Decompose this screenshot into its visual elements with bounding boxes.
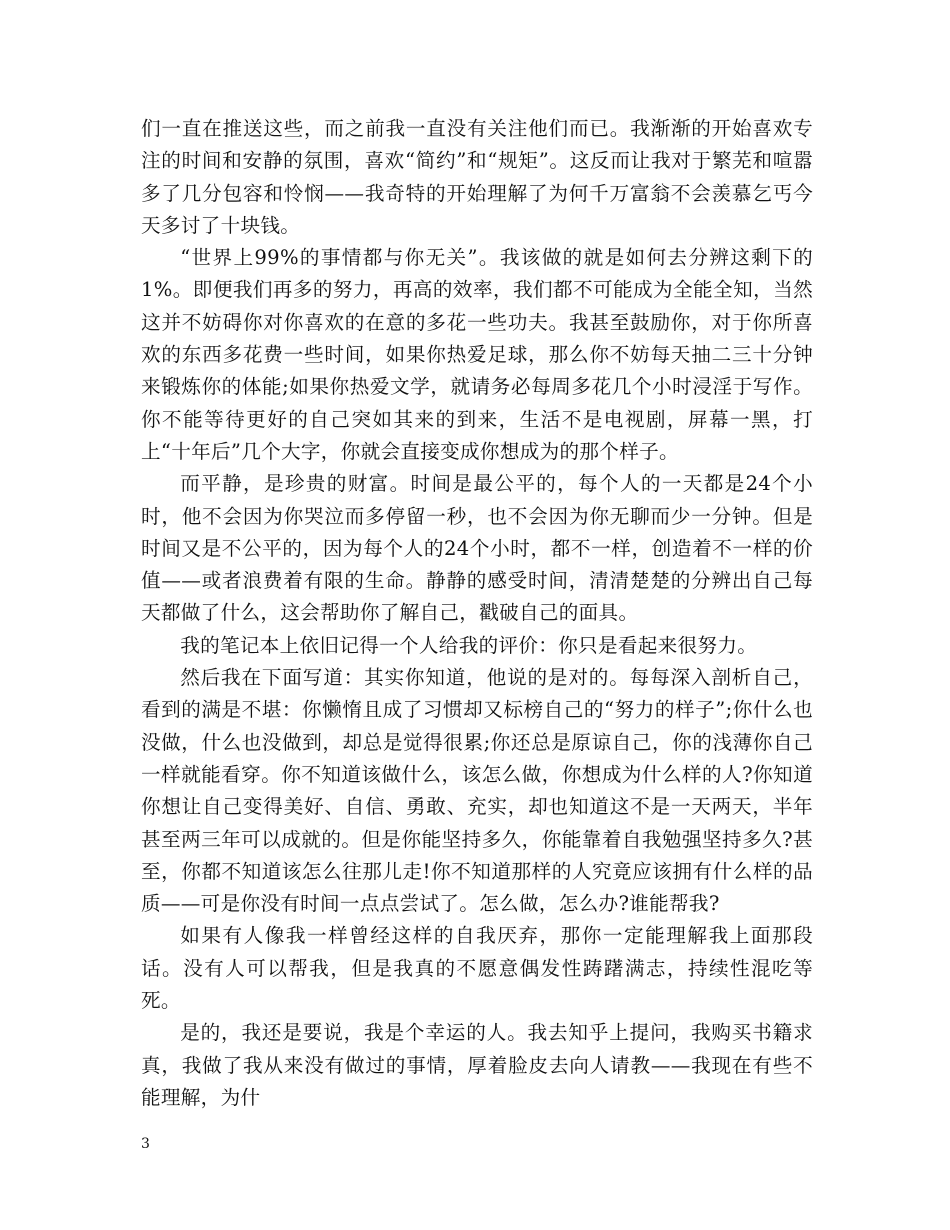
paragraph-7: 是的，我还是要说，我是个幸运的人。我去知乎上提问，我购买书籍求真，我做了我从来没有做过的事情，厚着脸皮去向人请教——我现在有些不能理解，为什 — [141, 1021, 813, 1109]
paragraph-6: 如果有人像我一样曾经这样的自我厌弃，那你一定能理解我上面那段话。没有人可以帮我，但是我真的不愿意偶发性踌躇满志，持续性混吃等死。 — [141, 924, 813, 1013]
paragraph-2: “世界上99%的事情都与你无关”。我该做的就是如何去分辨这剩下的1%。即便我们再多的努力，再高的效率，我们都不可能成为全能全知，当然这并不妨碍你对你喜欢的在意的多花一些功夫。我甚至鼓励你，对于你所喜欢的东西多花费一些时间，如果你热爱足球，那么你不妨每天抽二三十分钟来锻炼你的体能;如果你热爱文学，就请务必每周多花几个小时浸淫于写作。你不能等待更好的自己突如其来的到来，生活不是电视剧，屏幕一黑，打上“十年后”几个大字，你就会直接变成你想成为的那个样子。 — [141, 246, 813, 463]
body-text — [141, 113, 813, 1114]
paragraph-1: 们一直在推送这些，而之前我一直没有关注他们而已。我渐渐的开始喜欢专注的时间和安静的氛围，喜欢“简约”和“规矩”。这反而让我对于繁芜和喧嚣多了几分包容和怜悯——我奇特的开始理解了为何千万富翁不会羡慕乞丐今天多讨了十块钱。 — [141, 117, 813, 237]
paragraph-4: 我的笔记本上依旧记得一个人给我的评价：你只是看起来很努力。 — [180, 633, 758, 657]
paragraph-3: 而平静，是珍贵的财富。时间是最公平的，每个人的一天都是24个小时，他不会因为你哭泣而多停留一秒，也不会因为你无聊而少一分钟。但是时间又是不公平的，因为每个人的24个小时，都不一样，创造着不一样的价值——或者浪费着有限的生命。静静的感受时间，清清楚楚的分辨出自己每天都做了什么，这会帮助你了解自己，戳破自己的面具。 — [141, 472, 813, 625]
page-number: 3 — [141, 1136, 150, 1152]
paragraph-5: 然后我在下面写道：其实你知道，他说的是对的。每每深入剖析自己，看到的满是不堪：你懒惰且成了习惯却又标榜自己的“努力的样子”;你什么也没做，什么也没做到，却总是觉得很累;你还总是原谅自己，你的浅薄你自己一样就能看穿。你不知道该做什么，该怎么做，你想成为什么样的人?你知道你想让自己变得美好、自信、勇敢、充实，却也知道这不是一天两天，半年甚至两三年可以成就的。但是你能坚持多久，你能靠着自我勉强坚持多久?甚至，你都不知道该怎么往那儿走!你不知道那样的人究竟应该拥有什么样的品质——可是你没有时间一点点尝试了。怎么做，怎么办?谁能帮我? — [141, 666, 813, 916]
